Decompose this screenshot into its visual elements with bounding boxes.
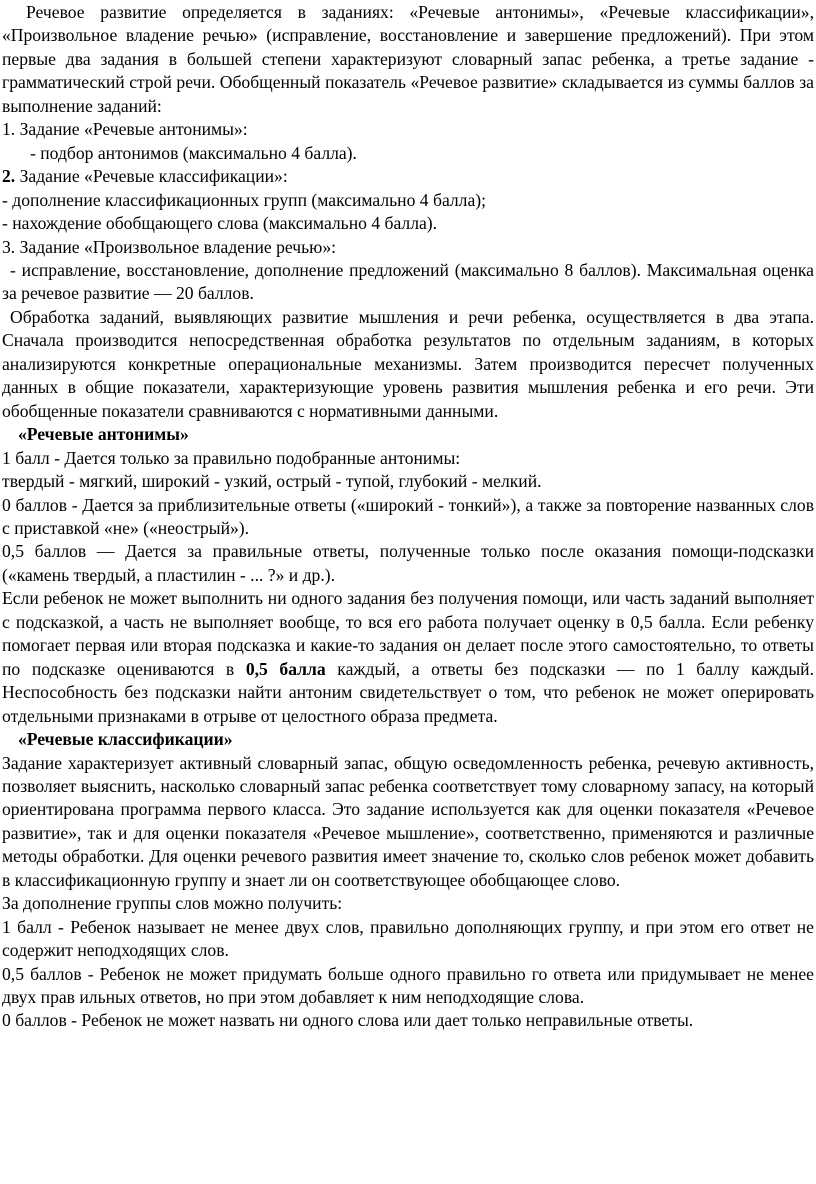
antonyms-note-b: каждый, а ответы без подсказки — по 1 баллу каждый. Неспособность без подсказки найти антоним свидетельствует о том, что ребенок не может оперировать отдельными признаками в отрыве от целостного образа предмета. [2,658,814,726]
antonyms-examples: твердый - мягкий, широкий - узкий, острый - тупой, глубокий - мелкий. [2,471,542,492]
processing-paragraph: Обработка заданий, выявляющих развитие мышления и речи ребенка, осуществляется в два этапа. Сначала производится непосредственная обработка результатов по отдельным заданиям, в которых анализируются конкретные операциональные механизмы. Затем производится пересчет полученных данных в общие показатели, характеризующие уровень развития мышления ребенка и его речи. Эти обобщенные показатели сравниваются с нормативными данными. [2,306,814,421]
section-heading-antonyms: «Речевые антонимы» [18,424,189,445]
task3-item: - исправление, восстановление, дополнение предложений (максимально 8 баллов). Максимальная оценка за речевое развитие — 20 баллов. [2,259,814,304]
antonyms-05-ball: 0,5 баллов — Дается за правильные ответы, полученные только после оказания помощи-подсказки («камень твердый, а пластилин - ... ?» и др.). [2,541,814,585]
task1-item: - подбор антонимов (максимально 4 балла). [30,142,357,163]
antonyms-note [2,587,814,728]
task2-title [2,165,814,188]
task2-title-text: Задание «Речевые классификации»: [15,166,288,187]
classifications-05-ball: 0,5 баллов - Ребенок не может придумать больше одного правильно го ответа или придумывает не менее двух прав ильных ответов, но при этом добавляет к ним неподходящие слова. [2,963,814,1008]
antonyms-note-a: Если ребенок не может выполнить ни одного задания без получения помощи, или часть заданий выполняет с подсказкой, а часть не выполняет вообще, то вся его работа получает оценку в 0,5 балла. Если ребенку помогает первая или вторая подсказка и какие-то задания он делает после этого самостоятельно, то ответы по подсказке оцениваются в [2,588,814,679]
antonyms-1-ball: 1 балл - Дается только за правильно подобранные антонимы: [2,447,461,468]
task2-item-2: - нахождение обобщающего слова (максимально 4 балла). [2,213,438,234]
antonyms-note-bold: 0,5 балла [245,658,326,679]
antonyms-0-ball: 0 баллов - Дается за приблизительные ответы («широкий - тонкий»), а также за повторение названных слов с приставкой «не» («неострый»). [2,494,814,538]
section-heading-classifications: «Речевые классификации» [18,729,233,750]
classifications-1-ball: 1 балл - Ребенок называет не менее двух слов, правильно дополняющих группу, и при этом его ответ не содержит неподходящих слов. [2,916,814,961]
classifications-description: Задание характеризует активный словарный запас, общую осведомленность ребенка, речевую активность, позволяет выяснить, насколько словарный запас ребенка соответствует тому словарному запасу, на который ориентирована программа первого класса. Это задание используется как для оценки показателя «Речевое развитие», так и для оценки показателя «Речевое мышление», соответственно, применяются и различные методы обработки. Для оценки речевого развития имеет значение то, сколько слов ребенок может добавить в классификационную группу и знает ли он соответствующее обобщающее слово. [2,752,814,890]
task2-number: 2. [2,166,16,187]
task3-title: 3. Задание «Произвольное владение речью»: [2,236,336,257]
task1-title: 1. Задание «Речевые антонимы»: [2,119,248,140]
classifications-group-intro: За дополнение группы слов можно получить: [2,893,343,914]
task2-item-1: - дополнение классификационных групп (максимально 4 балла); [2,189,487,210]
classifications-0-ball: 0 баллов - Ребенок не может назвать ни одного слова или дает только неправильные ответы. [2,1010,694,1031]
intro-paragraph: Речевое развитие определяется в заданиях: «Речевые антонимы», «Речевые классификации», «Произвольное владение речью» (исправление, восстановление и завершение предложений). При этом первые два задания в большей степени характеризуют словарный запас ребенка, а третье задание - грамматический строй речи. Обобщенный показатель «Речевое развитие» складывается из суммы баллов за выполнение заданий: [2,2,814,116]
